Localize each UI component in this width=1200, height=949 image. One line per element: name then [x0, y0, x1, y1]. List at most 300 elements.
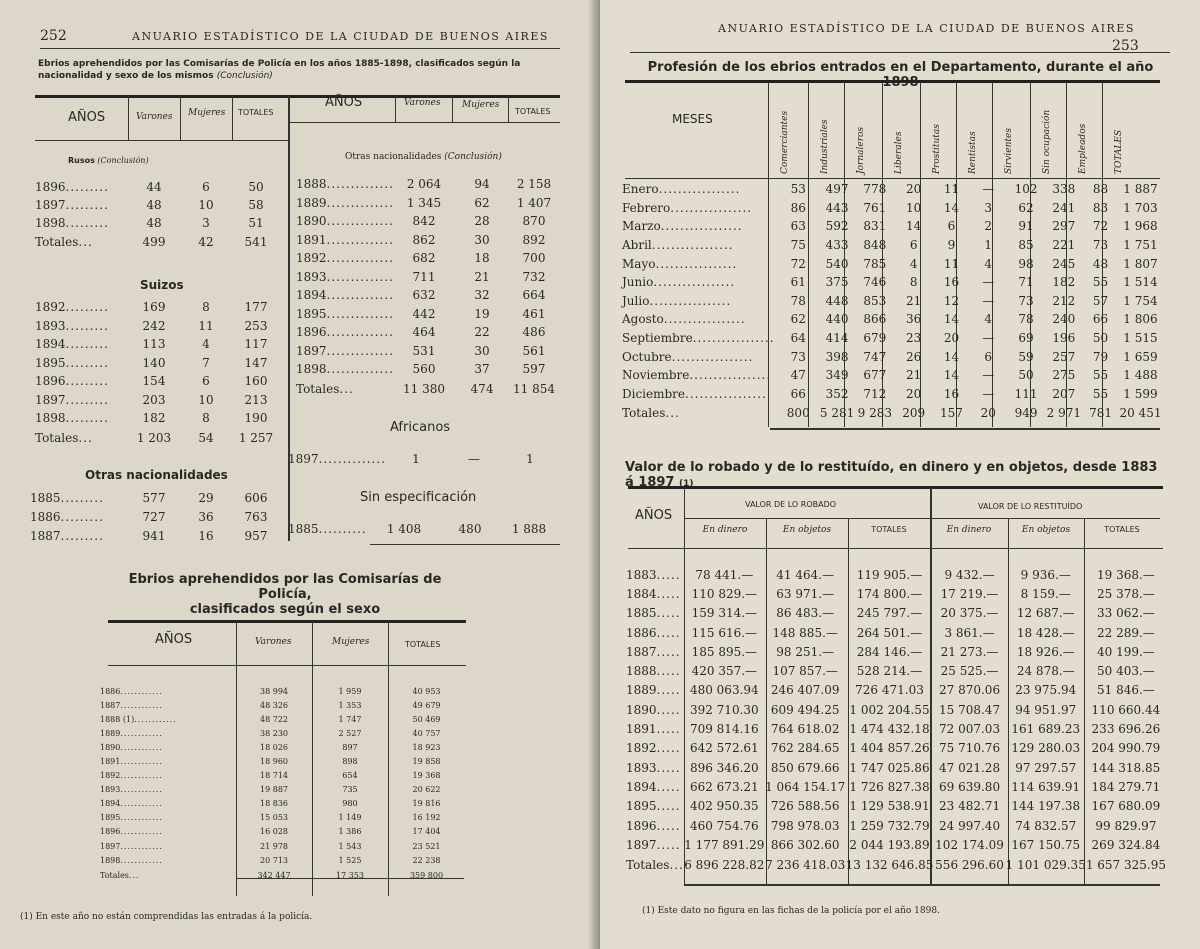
- totals-row: [296, 379, 558, 398]
- value-cell: 10: [198, 198, 214, 212]
- value-cell: 253: [244, 318, 268, 333]
- value-cell: 48 326: [260, 700, 288, 710]
- value-cell: 78: [790, 293, 806, 308]
- value-cell: 9 936.—: [1020, 567, 1071, 582]
- value-cell: 5 281: [819, 406, 855, 421]
- value-cell: 20: [906, 386, 922, 401]
- value-cell: 55: [1092, 386, 1109, 401]
- table-row: [622, 199, 1162, 218]
- table-row: [30, 526, 280, 545]
- table-row: [100, 684, 465, 698]
- row-label: 1898..............: [296, 362, 394, 377]
- value-cell: 19 887: [260, 785, 288, 795]
- value-cell: 1: [526, 452, 534, 466]
- value-cell: 20 375.—: [940, 606, 999, 621]
- value-cell: 184 279.71: [1091, 779, 1161, 794]
- table-row: [100, 769, 465, 783]
- value-cell: 1 149: [338, 813, 362, 823]
- value-cell: 25 378.—: [1097, 586, 1155, 601]
- value-cell: 15 053: [260, 813, 288, 823]
- table-row: [626, 604, 1166, 623]
- value-cell: 147: [244, 355, 268, 370]
- value-cell: 1 525: [338, 855, 362, 865]
- value-cell: 486: [522, 325, 546, 340]
- table-row: [288, 450, 558, 468]
- row-label: 1890............: [100, 742, 163, 752]
- value-cell: 16 192: [412, 813, 441, 823]
- row-label: 1892............: [100, 771, 163, 781]
- table3: [622, 180, 1162, 422]
- row-label: 1894.....: [626, 779, 681, 794]
- value-cell: 22: [474, 325, 490, 340]
- value-cell: 242: [142, 318, 166, 333]
- t3-column-header: Sin ocupación: [1042, 109, 1052, 174]
- value-cell: 941: [142, 528, 166, 543]
- row-label: 1883.....: [626, 567, 681, 582]
- value-cell: 25 525.—: [940, 664, 999, 679]
- t2-years-header: AÑOS: [155, 632, 193, 647]
- table-row: [626, 642, 1166, 661]
- value-cell: 16: [943, 386, 960, 401]
- table-row: [100, 853, 465, 867]
- row-label: 1894.........: [35, 337, 109, 352]
- value-cell: 73: [1092, 238, 1109, 253]
- value-cell: 18 428.—: [1016, 625, 1075, 640]
- value-cell: 18 926.—: [1016, 644, 1075, 659]
- value-cell: 221: [1052, 238, 1076, 253]
- t4-subheader: TOTALES: [871, 525, 907, 534]
- value-cell: 1 203: [136, 430, 172, 445]
- value-cell: 72: [1092, 219, 1109, 234]
- value-cell: 1 754: [1123, 293, 1158, 308]
- value-cell: 71: [1018, 275, 1034, 290]
- value-cell: 1 599: [1123, 386, 1158, 401]
- value-cell: 892: [522, 232, 546, 247]
- t4-subheader: En objetos: [782, 525, 832, 535]
- table-row: [296, 194, 558, 213]
- value-cell: 72: [790, 256, 806, 271]
- table-row: [622, 329, 1162, 348]
- value-cell: 185 895.—: [691, 644, 758, 659]
- value-cell: 1: [984, 238, 993, 253]
- value-cell: 6 896 228.82: [684, 858, 765, 873]
- suizos-table: [35, 298, 280, 446]
- value-cell: 1 968: [1123, 219, 1158, 234]
- table-row: [35, 409, 280, 428]
- value-cell: 17 353: [336, 870, 364, 880]
- value-cell: 1 101 029.35: [1005, 858, 1086, 873]
- value-cell: 442: [412, 306, 436, 321]
- value-cell: 2: [984, 219, 993, 234]
- table-row: [626, 739, 1166, 758]
- value-cell: 69: [1018, 331, 1034, 346]
- value-cell: 40 953: [412, 686, 441, 696]
- table-row: [622, 385, 1162, 404]
- value-cell: 26: [906, 349, 922, 364]
- row-label: 1885..........: [288, 522, 367, 536]
- value-cell: 24 878.—: [1016, 664, 1075, 679]
- table-row: [622, 180, 1162, 199]
- value-cell: 763: [244, 509, 268, 524]
- t3-column-header: Jornaleros: [856, 126, 866, 174]
- value-cell: 264 501.—: [856, 625, 923, 640]
- value-cell: 1 806: [1123, 312, 1158, 327]
- value-cell: 1 887: [1123, 182, 1158, 197]
- value-cell: 233 696.26: [1091, 722, 1161, 737]
- value-cell: 8 159.—: [1020, 586, 1071, 601]
- value-cell: 6: [984, 349, 993, 364]
- value-cell: 14: [943, 349, 960, 364]
- t3-column-header: Industriales: [820, 119, 830, 174]
- rusos-section-label: Rusos (Conclusión): [68, 156, 149, 165]
- value-cell: 36: [906, 312, 922, 327]
- row-label: 1898............: [100, 855, 163, 865]
- value-cell: 20 622: [412, 785, 441, 795]
- value-cell: 129 280.03: [1011, 741, 1081, 756]
- value-cell: 352: [825, 386, 849, 401]
- value-cell: 107 857.—: [772, 664, 838, 679]
- value-cell: 349: [825, 368, 849, 383]
- value-cell: 433: [825, 238, 849, 253]
- value-cell: 78 441.—: [695, 567, 754, 582]
- value-cell: 709 814.16: [689, 722, 759, 737]
- value-cell: 117: [244, 337, 268, 352]
- value-cell: 213: [244, 392, 268, 407]
- value-cell: 102: [1014, 182, 1038, 197]
- value-cell: 44: [146, 180, 162, 194]
- value-cell: 48: [1092, 256, 1109, 271]
- value-cell: 53: [790, 182, 806, 197]
- row-label: 1896.........: [35, 374, 109, 389]
- value-cell: 540: [825, 256, 849, 271]
- row-label: 1892.........: [35, 300, 109, 315]
- row-label: 1886............: [100, 686, 163, 696]
- t1-years-header-b: AÑOS: [325, 95, 363, 110]
- row-label: 1896............: [100, 827, 163, 837]
- t1-male-header-a: Varones: [136, 112, 173, 122]
- totals-label: Totales...: [100, 870, 140, 880]
- value-cell: 3: [202, 216, 210, 230]
- row-label: 1889.....: [626, 683, 681, 698]
- table-row: [100, 740, 465, 754]
- value-cell: 632: [412, 288, 436, 303]
- value-cell: 2 527: [338, 728, 362, 738]
- row-label: 1895.........: [35, 355, 109, 370]
- value-cell: 15 708.47: [939, 702, 1001, 717]
- table-row: [626, 835, 1166, 854]
- value-cell: 6: [202, 374, 210, 389]
- value-cell: 204 990.79: [1091, 741, 1161, 756]
- value-cell: 4: [909, 256, 918, 271]
- value-cell: —: [982, 386, 995, 401]
- value-cell: 2 064: [406, 177, 442, 192]
- value-cell: 11: [943, 256, 960, 271]
- row-label: 1885.........: [30, 490, 104, 505]
- value-cell: 14: [943, 368, 960, 383]
- value-cell: 18 026: [260, 742, 288, 752]
- value-cell: 9 283: [857, 406, 893, 421]
- value-cell: 898: [342, 757, 358, 767]
- value-cell: 40 757: [412, 728, 441, 738]
- value-cell: 99 829.97: [1095, 818, 1157, 833]
- value-cell: 642 572.61: [689, 741, 759, 756]
- row-label: 1897............: [100, 841, 163, 851]
- table-row: [626, 623, 1166, 642]
- t1-total-header-b: TOTALES: [515, 107, 551, 116]
- value-cell: 275: [1052, 368, 1076, 383]
- table-row: [100, 698, 465, 712]
- value-cell: 785: [863, 256, 887, 271]
- totals-label: Totales...: [622, 406, 680, 421]
- totals-row: [622, 403, 1162, 422]
- value-cell: 1 514: [1123, 275, 1158, 290]
- table-row: [35, 214, 280, 232]
- t1-female-header-b: Mujeres: [462, 100, 500, 110]
- value-cell: 88: [1092, 182, 1109, 197]
- table-row: [622, 273, 1162, 292]
- table-row: [622, 217, 1162, 236]
- value-cell: 74 832.57: [1015, 818, 1077, 833]
- value-cell: 62: [1018, 200, 1034, 215]
- table-row: [296, 360, 558, 379]
- value-cell: 21: [906, 368, 922, 383]
- value-cell: 480 063.94: [689, 683, 759, 698]
- row-label: 1898.........: [35, 216, 109, 230]
- value-cell: 6: [909, 238, 918, 253]
- t1-female-header-a: Mujeres: [188, 108, 226, 118]
- value-cell: 778: [863, 182, 887, 197]
- africanos-table: [288, 450, 558, 468]
- left-running-header: ANUARIO ESTADÍSTICO DE LA CIUDAD DE BUENOS AIRES: [132, 30, 549, 43]
- table-row: [100, 712, 465, 726]
- value-cell: 831: [863, 219, 887, 234]
- value-cell: 33 062.—: [1097, 606, 1155, 621]
- value-cell: 182: [142, 411, 166, 426]
- row-label: 1886.....: [626, 625, 681, 640]
- value-cell: 24 997.40: [939, 818, 1001, 833]
- value-cell: 38 230: [260, 728, 288, 738]
- value-cell: 42: [198, 235, 214, 249]
- value-cell: —: [982, 275, 995, 290]
- row-label: 1898.........: [35, 411, 109, 426]
- value-cell: 9: [947, 238, 956, 253]
- value-cell: 375: [825, 275, 849, 290]
- value-cell: 1 959: [338, 686, 362, 696]
- table-row: [100, 783, 465, 797]
- value-cell: 1 345: [406, 195, 442, 210]
- value-cell: 735: [342, 785, 358, 795]
- value-cell: 4: [202, 337, 210, 352]
- table-row: [626, 584, 1166, 603]
- value-cell: 1 703: [1123, 200, 1158, 215]
- table-row: [30, 488, 280, 507]
- value-cell: 577: [142, 490, 166, 505]
- value-cell: 240: [1052, 312, 1076, 327]
- row-label: 1887............: [100, 700, 163, 710]
- value-cell: 1 257: [238, 430, 274, 445]
- table-row: [622, 292, 1162, 311]
- value-cell: 556 296.60: [935, 858, 1004, 873]
- value-cell: 2 158: [516, 177, 552, 192]
- value-cell: 21: [906, 293, 922, 308]
- t1-total-header-a: TOTALES: [238, 108, 274, 117]
- value-cell: 679: [863, 331, 887, 346]
- t4-subheaders: [684, 525, 1160, 539]
- value-cell: 1 404 857.26: [849, 741, 930, 756]
- t4-subheader: En dinero: [702, 525, 748, 535]
- value-cell: 761: [863, 200, 887, 215]
- value-cell: 1 408: [386, 522, 422, 536]
- totals-row: [35, 428, 280, 447]
- value-cell: 726 588.56: [770, 799, 840, 814]
- t4-subheader: TOTALES: [1104, 525, 1140, 534]
- value-cell: 55: [1092, 368, 1109, 383]
- t1-years-header-a: AÑOS: [68, 110, 106, 125]
- row-label: 1895..............: [296, 306, 394, 321]
- row-label: 1888..............: [296, 177, 394, 192]
- value-cell: 75 710.76: [939, 741, 1001, 756]
- t3-column-header: Liberales: [894, 131, 904, 174]
- table-row: [626, 777, 1166, 796]
- value-cell: 257: [1052, 349, 1076, 364]
- row-label: 1887.....: [626, 644, 681, 659]
- value-cell: 497: [825, 182, 849, 197]
- value-cell: 747: [863, 349, 887, 364]
- table-row: [100, 797, 465, 811]
- value-cell: 284 146.—: [856, 644, 923, 659]
- value-cell: 1 386: [338, 827, 362, 837]
- t3-column-header: Prostitutas: [932, 124, 942, 174]
- value-cell: 866: [863, 312, 887, 327]
- value-cell: 17 219.—: [940, 586, 999, 601]
- table-row: [35, 335, 280, 354]
- value-cell: 73: [790, 349, 806, 364]
- table-row: [100, 825, 465, 839]
- t4-group-restituido: VALOR DE LO RESTITUÍDO: [978, 502, 1083, 511]
- value-cell: 1 747 025.86: [849, 760, 930, 775]
- value-cell: 190: [244, 411, 268, 426]
- value-cell: 3 861.—: [944, 625, 995, 640]
- value-cell: 209: [902, 406, 926, 421]
- value-cell: 606: [244, 490, 268, 505]
- value-cell: 54: [198, 430, 214, 445]
- value-cell: 20: [943, 331, 960, 346]
- value-cell: 14: [943, 312, 960, 327]
- value-cell: 50 469: [412, 714, 441, 724]
- value-cell: 16: [943, 275, 960, 290]
- table1-title: Ebrios aprehendidos por las Comisarías de Policía en los años 1885-1898, clasificados según la nacionalidad y sexo de los mismos (Conclusión): [38, 59, 521, 81]
- value-cell: 102 174.09: [935, 837, 1004, 852]
- value-cell: 781: [1089, 406, 1113, 421]
- value-cell: 22 289.—: [1097, 625, 1155, 640]
- row-label: 1897..............: [288, 452, 386, 466]
- value-cell: 531: [412, 343, 436, 358]
- table-row: [100, 839, 465, 853]
- right-footnote: (1) Este dato no figura en las fichas de la policía por el año 1898.: [642, 906, 940, 916]
- value-cell: 1 515: [1123, 331, 1158, 346]
- value-cell: 4: [984, 256, 993, 271]
- value-cell: 182: [1052, 275, 1076, 290]
- value-cell: 443: [825, 200, 849, 215]
- value-cell: 1 543: [338, 841, 362, 851]
- value-cell: 20 451: [1119, 406, 1162, 421]
- value-cell: 196: [1052, 331, 1076, 346]
- table-row: [35, 354, 280, 373]
- table-row: [35, 391, 280, 410]
- totals-label: Totales...: [35, 235, 93, 249]
- table-row: [626, 758, 1166, 777]
- value-cell: 8: [202, 300, 210, 315]
- value-cell: 50: [1018, 368, 1034, 383]
- table-row: [622, 254, 1162, 273]
- totals-label: Totales...: [626, 858, 684, 873]
- row-label: 1891..............: [296, 232, 394, 247]
- row-label: 1896.....: [626, 818, 681, 833]
- value-cell: 727: [142, 509, 166, 524]
- row-label: 1897.........: [35, 198, 109, 212]
- value-cell: 20 713: [260, 855, 288, 865]
- value-cell: 75: [790, 238, 806, 253]
- value-cell: 144 197.38: [1011, 799, 1081, 814]
- row-label: 1891............: [100, 757, 163, 767]
- value-cell: 269 324.84: [1091, 837, 1161, 852]
- value-cell: 18 714: [260, 771, 288, 781]
- value-cell: 338: [1052, 182, 1076, 197]
- table-row: [35, 298, 280, 317]
- value-cell: 1 807: [1123, 256, 1158, 271]
- totals-row: [626, 854, 1166, 873]
- value-cell: 73: [1018, 293, 1034, 308]
- left-page-number: 252: [40, 28, 67, 44]
- value-cell: 86 483.—: [776, 606, 835, 621]
- value-cell: 1 751: [1123, 238, 1158, 253]
- sin-especificacion-section-label: Sin especificación: [360, 490, 477, 505]
- value-cell: 111: [1014, 386, 1038, 401]
- value-cell: 848: [863, 238, 887, 253]
- value-cell: 4: [984, 312, 993, 327]
- value-cell: 110 829.—: [691, 586, 758, 601]
- value-cell: 110 660.44: [1091, 702, 1161, 717]
- value-cell: 592: [825, 219, 849, 234]
- value-cell: 241: [1052, 200, 1076, 215]
- value-cell: 17 404: [412, 827, 441, 837]
- table-row: [100, 726, 465, 740]
- value-cell: 342 447: [257, 870, 291, 880]
- value-cell: 91: [1018, 219, 1034, 234]
- value-cell: 12: [943, 293, 960, 308]
- row-label: 1896..............: [296, 325, 394, 340]
- row-label: Marzo.................: [622, 219, 743, 234]
- value-cell: 14: [906, 219, 922, 234]
- value-cell: 712: [863, 386, 887, 401]
- value-cell: 23 975.94: [1015, 683, 1077, 698]
- value-cell: 1 488: [1123, 368, 1158, 383]
- sin-especificacion-table: [288, 520, 558, 538]
- value-cell: 148 885.—: [772, 625, 838, 640]
- value-cell: —: [982, 182, 995, 197]
- value-cell: 1: [412, 452, 420, 466]
- value-cell: 1 659: [1123, 349, 1158, 364]
- t4-subheader: En dinero: [946, 525, 992, 535]
- value-cell: 13 132 646.85: [845, 858, 934, 873]
- value-cell: —: [982, 368, 995, 383]
- t3-column-header: Comerciantes: [780, 110, 790, 174]
- value-cell: 842: [412, 214, 436, 229]
- value-cell: 174 800.—: [856, 586, 923, 601]
- t3-column-header: Sirvientes: [1004, 128, 1014, 174]
- value-cell: 59: [1018, 349, 1034, 364]
- value-cell: 97 297.57: [1015, 760, 1077, 775]
